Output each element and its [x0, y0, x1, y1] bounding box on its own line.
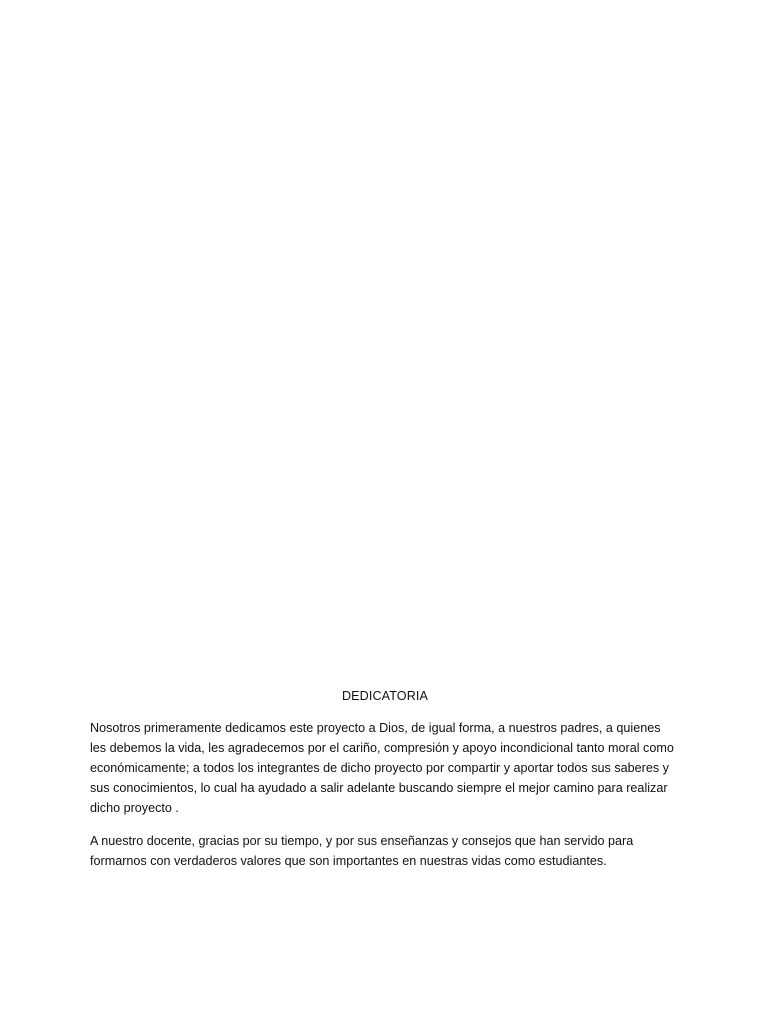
- dedication-paragraph-1: Nosotros primeramente dedicamos este proyecto a Dios, de igual forma, a nuestros padres, a quienes les debemos la vida, les agradecemos por el cariño, compresión y apoyo incondicional tanto moral como económicamente; a todos los integrantes de dicho proyecto por compartir y aportar todos sus saberes y sus conocimientos, lo cual ha ayudado a salir adelante buscando siempre el mejor camino para realizar dicho proyecto .: [90, 721, 674, 815]
- dedication-section: [90, 686, 680, 884]
- dedication-paragraph-2: A nuestro docente, gracias por su tiempo, y por sus enseñanzas y consejos que han servido para formarnos con verdaderos valores que son importantes en nuestras vidas como estudiantes.: [90, 834, 634, 868]
- page-title: DEDICATORIA: [341, 689, 428, 703]
